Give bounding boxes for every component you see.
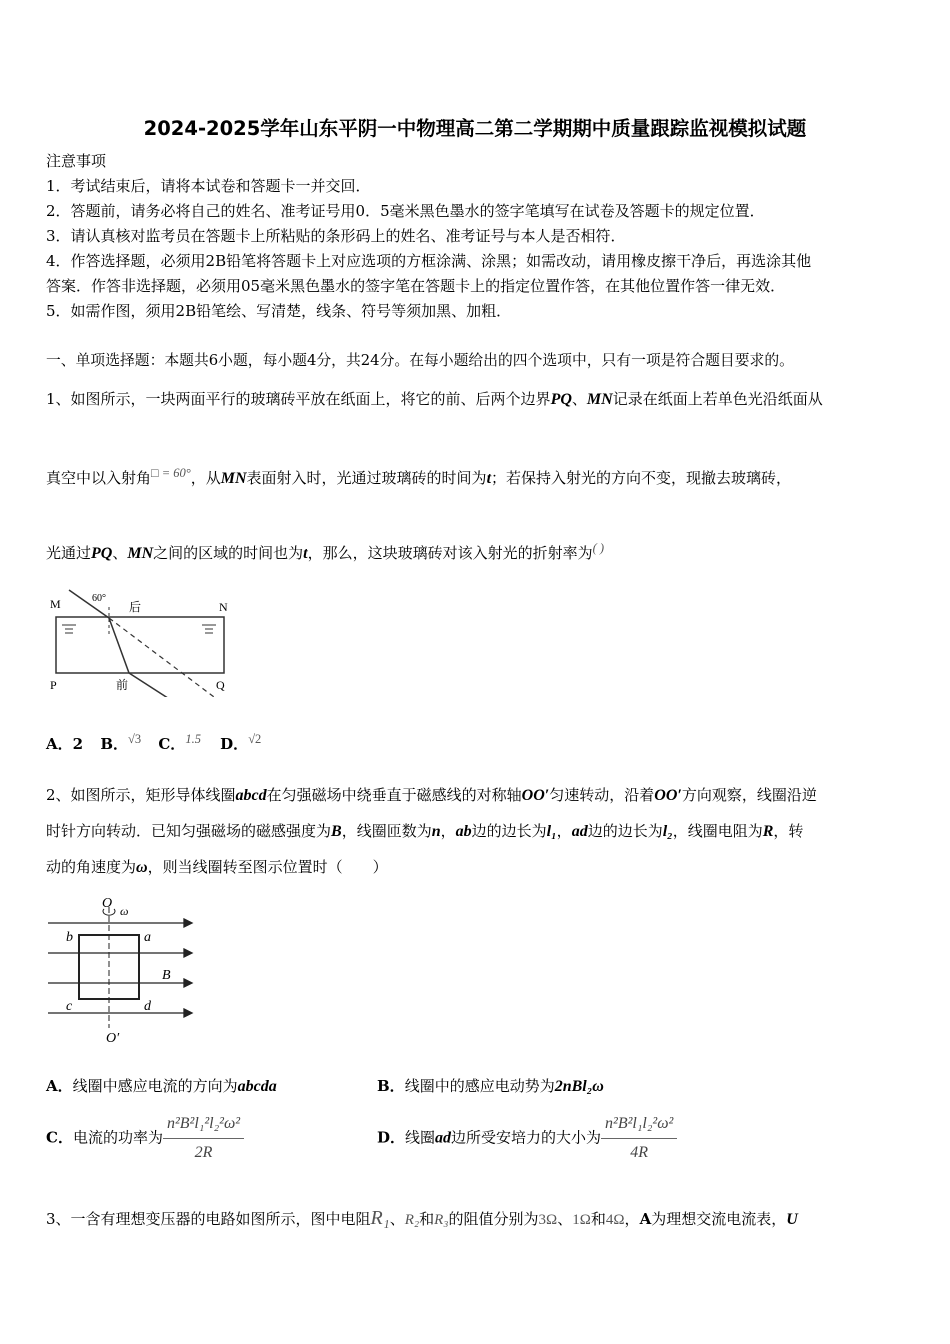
text: l₁ bbox=[546, 823, 557, 840]
text: D． bbox=[220, 735, 249, 753]
q2-line bbox=[46, 857, 388, 878]
text: MN bbox=[127, 545, 154, 562]
text: C． bbox=[46, 1128, 73, 1147]
text: 电流的功率为 bbox=[72, 1128, 163, 1147]
text: n bbox=[431, 823, 441, 840]
text: 1、如图所示，一块两面平行的玻璃砖平放在纸面上，将它的前、后两个边界 bbox=[46, 390, 551, 408]
text: B bbox=[162, 968, 171, 983]
q2-line bbox=[46, 821, 803, 842]
text: OO′ bbox=[654, 787, 682, 804]
text: 记录在纸面上若单色光沿纸面从 bbox=[612, 390, 823, 408]
option-c[interactable] bbox=[46, 1110, 244, 1167]
text: a bbox=[144, 930, 151, 945]
text: PQ bbox=[550, 391, 572, 408]
text: abcd bbox=[235, 787, 267, 804]
text: √2 bbox=[248, 732, 262, 746]
text: b bbox=[66, 930, 73, 945]
option-d[interactable] bbox=[377, 1110, 677, 1167]
label-Q: Q bbox=[216, 678, 225, 692]
text: D． bbox=[377, 1128, 406, 1147]
label-back: 后 bbox=[129, 600, 142, 614]
text: 2nBl₂ω bbox=[554, 1078, 604, 1095]
label-P: P bbox=[50, 678, 57, 692]
option-b[interactable] bbox=[377, 1076, 604, 1097]
text: A． bbox=[46, 1077, 73, 1095]
text: ， bbox=[440, 822, 456, 840]
text: PQ bbox=[91, 545, 113, 562]
text: A bbox=[639, 1210, 652, 1228]
text: 、 bbox=[571, 390, 587, 408]
option-d[interactable] bbox=[220, 732, 262, 753]
text: R₂ bbox=[404, 1212, 420, 1228]
note-item: 5．如需作图，须用2B铅笔绘、写清楚，线条、符号等须加黑、加粗． bbox=[46, 302, 512, 320]
answer-blank: ( ) bbox=[592, 541, 605, 555]
q1-options bbox=[46, 729, 261, 754]
text: B． bbox=[100, 735, 128, 753]
text: ad bbox=[571, 823, 588, 840]
text: 边的边长为 bbox=[471, 822, 547, 840]
text: 匀速转动，沿着 bbox=[549, 786, 655, 804]
note-item: 1．考试结束后，请将本试卷和答题卡一并交回． bbox=[46, 177, 371, 195]
note-item: 2．答题前，请务必将自己的姓名、准考证号用0．5毫米黑色墨水的签字笔填写在试卷及答题卡的规定位置． bbox=[46, 202, 765, 220]
text: 真空中以入射角 bbox=[46, 469, 152, 487]
page-title: 2024-2025学年山东平阴一中物理高二第二学期期中质量跟踪监视模拟试题 bbox=[143, 117, 807, 140]
text: 动的角速度为 bbox=[46, 858, 137, 876]
text: C． bbox=[158, 735, 186, 753]
text: ，则当线圈转至图示位置时（ ） bbox=[147, 858, 388, 876]
option-c[interactable] bbox=[158, 732, 201, 753]
text: 1.5 bbox=[185, 732, 201, 746]
text: 为理想交流电流表， bbox=[651, 1210, 787, 1228]
text: ，线圈电阻为 bbox=[672, 822, 763, 840]
text: 边所受安培力的大小为 bbox=[451, 1128, 602, 1147]
text: OO′ bbox=[521, 787, 550, 804]
text: 光通过 bbox=[46, 544, 92, 562]
q1-line bbox=[46, 389, 823, 410]
text: ，转 bbox=[773, 822, 804, 840]
option-b[interactable] bbox=[100, 732, 142, 753]
text: ，从 bbox=[190, 469, 221, 487]
text: √3 bbox=[128, 732, 142, 746]
text: O bbox=[102, 896, 113, 911]
q1-line bbox=[46, 538, 604, 564]
coil-figure bbox=[44, 893, 194, 1043]
text: 1Ω bbox=[572, 1212, 591, 1228]
text: ab bbox=[455, 823, 472, 840]
text: MN bbox=[586, 391, 613, 408]
text: d bbox=[144, 999, 151, 1014]
label-N: N bbox=[219, 600, 228, 614]
note-item: 答案．作答非选择题，必须用05毫米黑色墨水的签字笔在答题卡上的指定位置作答，在其他位置作答一律无效． bbox=[46, 277, 786, 295]
question-3 bbox=[46, 1208, 798, 1230]
text: abcda bbox=[237, 1078, 277, 1095]
option-a[interactable] bbox=[46, 735, 83, 753]
text: 时针方向转动．已知匀强磁场的磁感强度为 bbox=[46, 822, 332, 840]
text: A． bbox=[46, 735, 73, 753]
text: ；若保持入射光的方向不变，现撤去玻璃砖， bbox=[491, 469, 792, 487]
text: t bbox=[486, 470, 492, 487]
text: n²B²l₁l₂²ω² bbox=[601, 1110, 677, 1139]
text: c bbox=[66, 999, 73, 1014]
text: R₁ bbox=[370, 1207, 390, 1229]
text: 4Ω bbox=[605, 1212, 625, 1228]
glass-brick-figure bbox=[44, 585, 244, 697]
text: B． bbox=[377, 1077, 405, 1095]
text: 线圈 bbox=[405, 1128, 436, 1147]
text: 2、如图所示，矩形导体线圈 bbox=[46, 786, 236, 804]
text: ad bbox=[435, 1129, 452, 1147]
angle-formula: □ = 60° bbox=[151, 466, 191, 480]
label-angle: 60° bbox=[92, 593, 106, 604]
section-heading: 一、单项选择题：本题共6小题，每小题4分，共24分。在每小题给出的四个选项中，只有一项是符合题目要求的。 bbox=[46, 352, 794, 369]
text: ω bbox=[136, 859, 148, 876]
q2-line bbox=[46, 785, 817, 806]
fraction bbox=[601, 1110, 677, 1167]
text: 、 bbox=[112, 544, 128, 562]
text: B bbox=[331, 823, 342, 840]
text: R₃ bbox=[434, 1212, 449, 1228]
fraction bbox=[163, 1110, 244, 1167]
text: 2R bbox=[194, 1144, 213, 1161]
text: 之间的区域的时间也为 bbox=[153, 544, 304, 562]
text: O′ bbox=[106, 1031, 120, 1043]
text: U bbox=[786, 1211, 798, 1228]
text: 、 bbox=[389, 1210, 405, 1228]
text: 和 bbox=[419, 1210, 435, 1228]
note-item: 4．作答选择题，必须用2B铅笔将答题卡上对应选项的方框涂满、涂黑；如需改动，请用橡皮擦干净后，再选涂其他 bbox=[46, 252, 812, 270]
text: ， bbox=[624, 1210, 640, 1228]
label-M: M bbox=[50, 597, 61, 611]
text: n²B²l₁²l₂²ω² bbox=[163, 1110, 244, 1139]
note-item: 3．请认真核对监考员在答题卡上所粘贴的条形码上的姓名、准考证号与本人是否相符． bbox=[46, 227, 626, 245]
q1-line bbox=[46, 463, 791, 489]
text: ， bbox=[556, 822, 572, 840]
text: 3Ω bbox=[538, 1212, 558, 1228]
text: 和 bbox=[590, 1210, 606, 1228]
label-front: 前 bbox=[116, 678, 129, 692]
text: 2 bbox=[72, 735, 84, 753]
text: 、 bbox=[557, 1210, 573, 1228]
text: 线圈中的感应电动势为 bbox=[404, 1077, 555, 1095]
text: l₂ bbox=[662, 823, 673, 840]
text: ，线圈匝数为 bbox=[341, 822, 432, 840]
text: 在匀强磁场中绕垂直于磁感线的对称轴 bbox=[266, 786, 522, 804]
text: 3、一含有理想变压器的电路如图所示，图中电阻 bbox=[46, 1210, 371, 1228]
text: ω bbox=[120, 904, 129, 918]
text: MN bbox=[220, 470, 247, 487]
text: t bbox=[303, 545, 308, 562]
text: 表面射入时，光通过玻璃砖的时间为 bbox=[246, 469, 487, 487]
text: ，那么，这块玻璃砖对该入射光的折射率为 bbox=[307, 544, 593, 562]
notes-heading: 注意事项 bbox=[46, 152, 107, 170]
text: 的阻值分别为 bbox=[448, 1210, 539, 1228]
text: 边的边长为 bbox=[587, 822, 663, 840]
option-a[interactable] bbox=[46, 1076, 277, 1097]
text: 线圈中感应电流的方向为 bbox=[72, 1077, 238, 1095]
text: 方向观察，线圈沿逆 bbox=[681, 786, 817, 804]
text: R bbox=[762, 823, 774, 840]
text: 4R bbox=[630, 1144, 649, 1161]
